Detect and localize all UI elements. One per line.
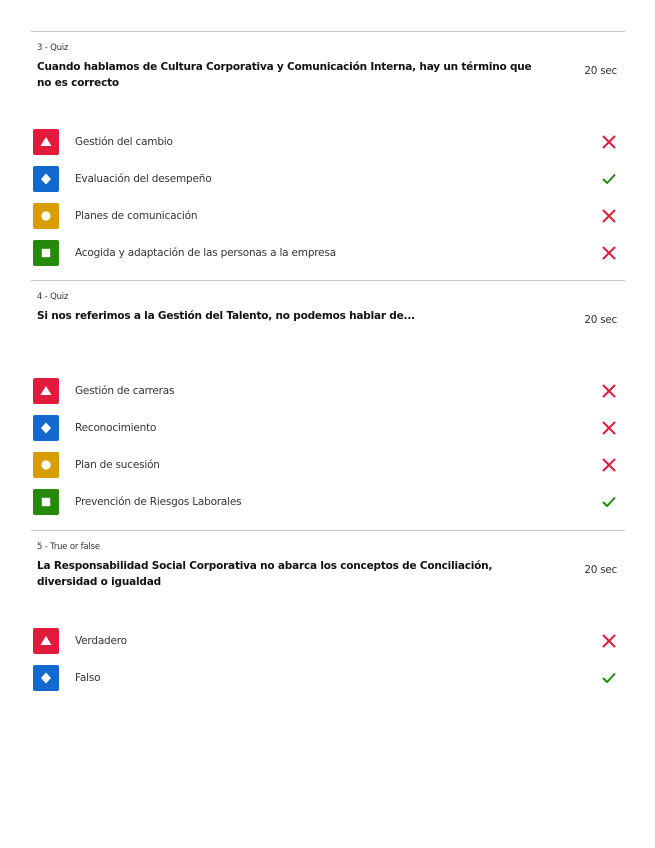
check-icon [601, 171, 617, 187]
answer-list [31, 628, 625, 702]
answer-text: Falso [75, 672, 101, 684]
triangle-icon [33, 378, 59, 404]
answer-text: Evaluación del desempeño [75, 173, 212, 185]
answer-text: Planes de comunicación [75, 210, 198, 222]
question-title: Cuando hablamos de Cultura Corporativa y Comunicación Interna, hay un término que no es correcto [37, 61, 532, 89]
answer-row [31, 203, 625, 240]
cross-icon [601, 245, 617, 261]
circle-icon [33, 203, 59, 229]
check-icon [601, 670, 617, 686]
cross-icon [601, 134, 617, 150]
answer-text: Prevención de Riesgos Laborales [75, 496, 242, 508]
question-type: 5 - True or false [37, 542, 100, 552]
cross-icon [601, 457, 617, 473]
triangle-icon [33, 129, 59, 155]
answer-row [31, 378, 625, 415]
answer-text: Reconocimiento [75, 422, 157, 434]
answer-text: Acogida y adaptación de las personas a la empresa [75, 247, 336, 259]
answer-text: Plan de sucesión [75, 459, 160, 471]
answer-row [31, 129, 625, 166]
question-title: La Responsabilidad Social Corporativa no abarca los conceptos de Conciliación, diversidad o igualdad [37, 560, 493, 588]
check-icon [601, 494, 617, 510]
answer-row [31, 240, 625, 277]
answer-row [31, 489, 625, 526]
question-title: Si nos referimos a la Gestión del Talento, no podemos hablar de... [37, 310, 415, 322]
diamond-icon [33, 166, 59, 192]
triangle-icon [33, 628, 59, 654]
circle-icon [33, 452, 59, 478]
answer-row [31, 415, 625, 452]
question-type: 4 - Quiz [37, 292, 69, 302]
question-card [31, 31, 625, 259]
cross-icon [601, 383, 617, 399]
answer-row [31, 628, 625, 665]
diamond-icon [33, 415, 59, 441]
square-icon [33, 489, 59, 515]
answer-row [31, 452, 625, 489]
question-time-limit: 20 sec [584, 564, 617, 576]
cross-icon [601, 208, 617, 224]
question-card [31, 280, 625, 508]
answer-text: Gestión de carreras [75, 385, 175, 397]
answer-list [31, 129, 625, 277]
question-type: 3 - Quiz [37, 43, 69, 53]
cross-icon [601, 420, 617, 436]
question-card [31, 530, 625, 684]
answer-text: Gestión del cambio [75, 136, 173, 148]
answer-row [31, 166, 625, 203]
answer-row [31, 665, 625, 702]
cross-icon [601, 633, 617, 649]
diamond-icon [33, 665, 59, 691]
question-time-limit: 20 sec [584, 314, 617, 326]
question-time-limit: 20 sec [584, 65, 617, 77]
square-icon [33, 240, 59, 266]
answer-list [31, 378, 625, 526]
answer-text: Verdadero [75, 635, 127, 647]
